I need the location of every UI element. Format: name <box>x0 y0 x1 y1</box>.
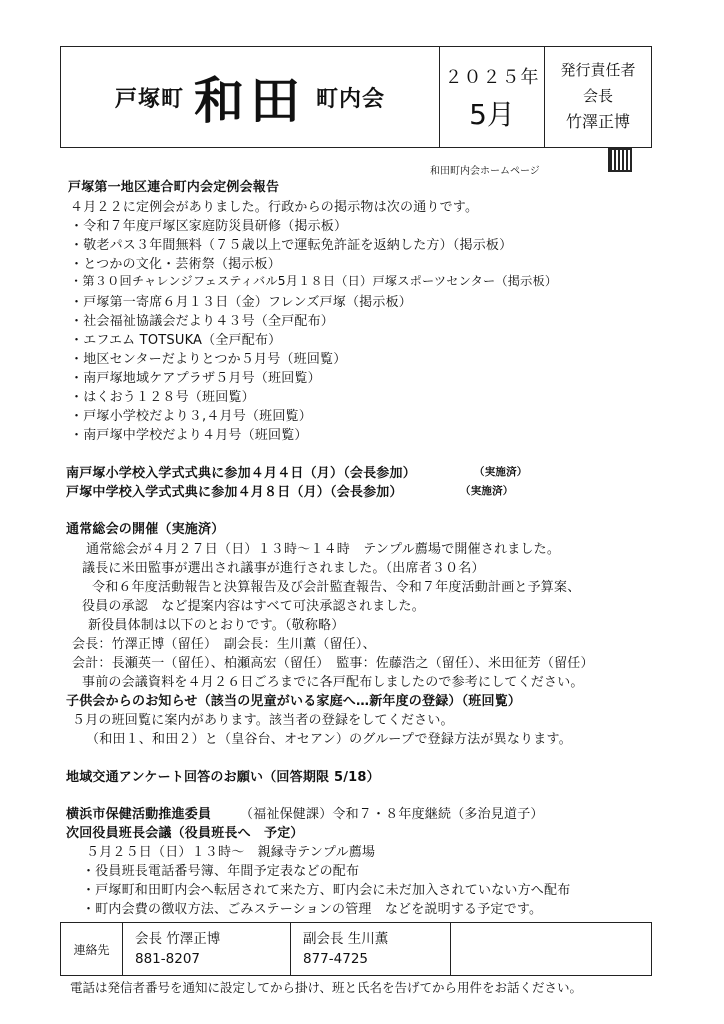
chair-phone[interactable]: 881-8207 <box>135 951 200 967</box>
section-heading: 通常総会の開催（実施済） <box>66 522 225 537</box>
body-line: 会計：長瀬英一（留任）、柏瀬高宏（留任） 監事：佐藤浩之（留任）、米田征芳（留任） <box>72 656 594 671</box>
list-item: ・戸塚第一寄席６月１３日（金）フレンズ戸塚（掲示板） <box>70 295 412 310</box>
issue-year: ２０２５年 <box>444 67 540 88</box>
homepage-label: 和田町内会ホームページ <box>430 166 540 177</box>
list-item: ・エフエム TOTSUKA（全戸配布） <box>70 333 282 348</box>
list-item: ・令和７年度戸塚区家庭防災員研修（掲示板） <box>70 219 348 234</box>
body-line: 令和６年度活動報告と決算報告及び会計監査報告、令和７年度活動計画と予算案、 <box>92 580 581 595</box>
status-note: （実施済） <box>460 485 514 497</box>
publisher-name: 竹澤正博 <box>565 112 630 131</box>
list-item: ・はくおう１２８号（班回覧） <box>70 390 255 405</box>
body-line: 会長：竹澤正博（留任） 副会長：生川薫（留任）、 <box>72 637 376 652</box>
body-line: （和田１、和田２）と（皇谷台、オセアン）のグループで登録方法が異なります。 <box>86 732 572 747</box>
body-line: ５月の班回覧に案内があります。該当者の登録をしてください。 <box>72 713 454 728</box>
body-line: 通常総会が４月２７日（日）１３時～１４時 テンプル薦場で開催されました。 <box>86 542 561 557</box>
list-item: ・戸塚小学校だより３,４月号（班回覧） <box>70 409 312 424</box>
newsletter-title <box>61 47 440 147</box>
section-heading: 横浜市保健活動推進委員 <box>66 807 212 822</box>
list-item: ・町内会費の徴収方法、ごみステーションの管理 などを説明する予定です。 <box>82 902 543 917</box>
section-heading: 地域交通アンケート回答のお願い（回答期限 5/18） <box>66 770 380 785</box>
list-item: ・とつかの文化・芸術祭（掲示板） <box>70 257 281 272</box>
body-line: （福祉保健課）令和７・８年度継続（多治見道子） <box>240 807 544 822</box>
body-line: 新役員体制は以下のとおりです。（敬称略） <box>88 618 345 633</box>
contact-empty-cell <box>451 923 651 975</box>
qr-code-icon[interactable] <box>608 148 632 172</box>
publisher-label: 発行責任者 <box>560 61 636 79</box>
status-note: （実施済） <box>474 466 528 478</box>
publisher-role: 会長 <box>582 87 613 105</box>
body-line: 議長に米田監事が選出され議事が進行されました。（出席者３０名） <box>82 561 485 576</box>
section-heading: 子供会からのお知らせ（該当の児童がいる家庭へ…新年度の登録）（班回覧） <box>66 694 522 709</box>
section-heading: 次回役員班長会議（役員班長へ 予定） <box>66 826 304 841</box>
issue-date <box>440 47 545 147</box>
event-line: 戸塚中学校入学式式典に参加４月８日（月）（会長参加） <box>66 485 403 500</box>
body-line: ５月２５日（日）１３時～ 親縁寺テンプル薦場 <box>86 845 376 860</box>
title-suffix: 町内会 <box>316 85 386 112</box>
newsletter-header <box>60 46 652 148</box>
contact-vice-chair <box>291 923 451 975</box>
footer-note: 電話は発信者番号を通知に設定してから掛け、班と氏名を告げてから用件をお話ください。 <box>70 980 583 995</box>
list-item: ・第３０回チャレンジフェスティバル5月１８日（日）戸塚スポーツセンター（掲示板） <box>70 274 558 288</box>
list-item: ・戸塚町和田町内会へ転居されて来た方、町内会に未だ加入されていない方へ配布 <box>82 883 571 898</box>
title-prefix: 戸塚町 <box>114 85 184 112</box>
body-line: 役員の承認 など提案内容はすべて可決承認されました。 <box>82 599 425 614</box>
chair-name: 会長 竹澤正博 <box>135 931 221 947</box>
section-heading: 戸塚第一地区連合町内会定例会報告 <box>68 180 280 195</box>
issue-month: 5月 <box>469 98 515 131</box>
list-item: ・社会福祉協議会だより４３号（全戸配布） <box>70 314 335 329</box>
contact-chair <box>123 923 291 975</box>
list-item: ・南戸塚地域ケアプラザ５月号（班回覧） <box>70 371 321 386</box>
list-item: ・南戸塚中学校だより４月号（班回覧） <box>70 428 308 443</box>
body-line: 事前の会議資料を４月２６日ごろまでに各戸配布しましたので参考にしてください。 <box>82 675 584 690</box>
title-main: 和田 <box>194 71 306 130</box>
list-item: ・地区センターだよりとつか５月号（班回覧） <box>70 352 347 367</box>
event-line: 南戸塚小学校入学式式典に参加４月４日（月）（会長参加） <box>66 466 416 481</box>
vice-chair-phone[interactable]: 877-4725 <box>303 951 368 967</box>
body-line: ４月２２に定例会がありました。行政からの掲示物は次の通りです。 <box>70 200 479 215</box>
vice-chair-name: 副会長 生川薫 <box>303 931 389 947</box>
contact-table <box>60 922 652 976</box>
list-item: ・敬老パス３年間無料（７５歳以上で運転免許証を返納した方）（掲示板） <box>70 238 513 253</box>
list-item: ・役員班長電話番号簿、年間予定表などの配布 <box>82 864 360 879</box>
publisher-block <box>545 47 651 147</box>
contact-label: 連絡先 <box>61 923 123 975</box>
